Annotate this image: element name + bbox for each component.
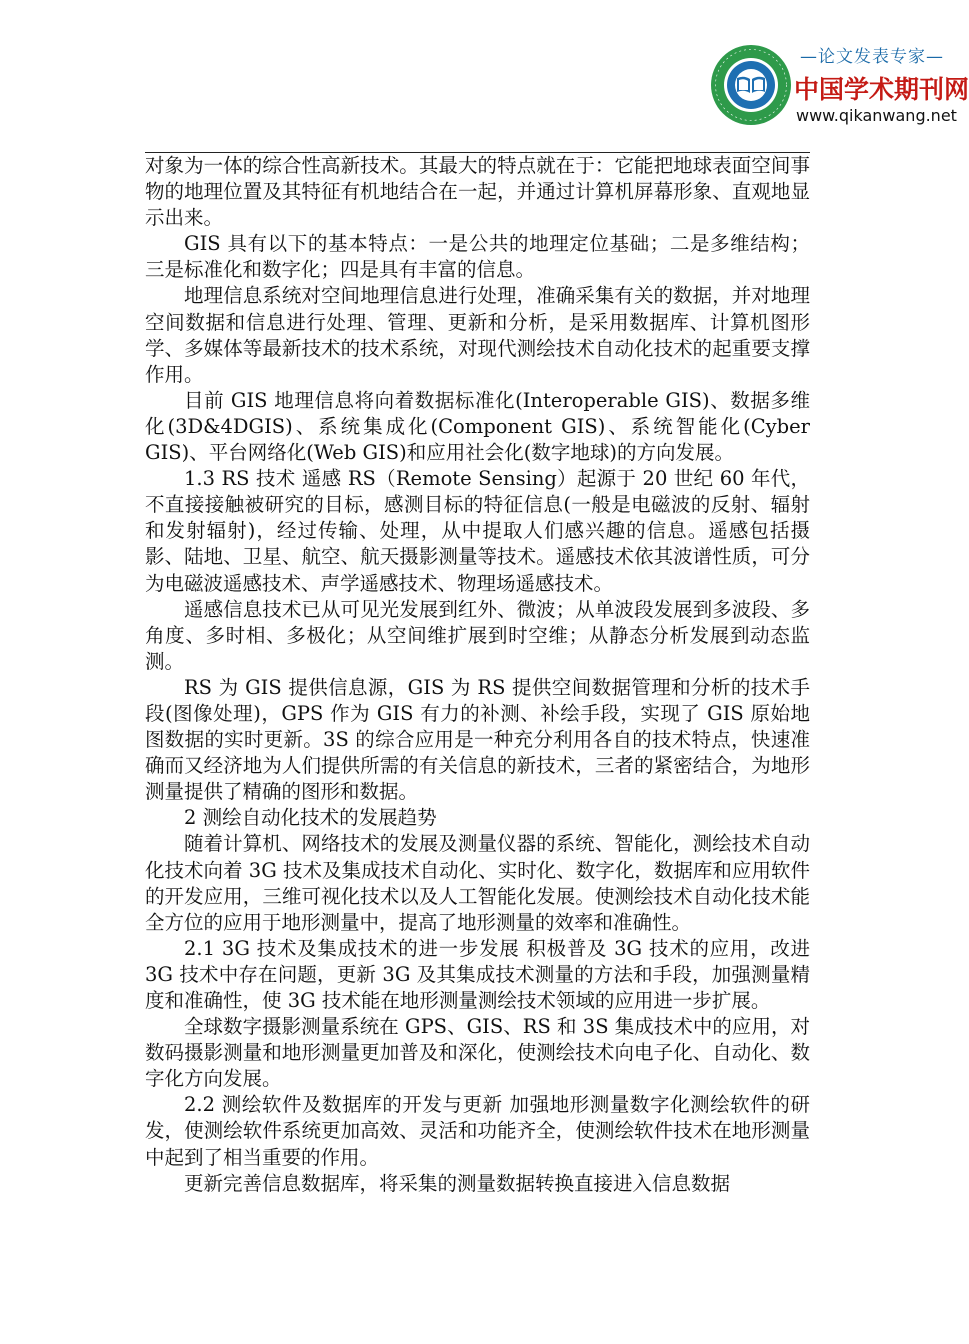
paragraph: 更新完善信息数据库，将采集的测量数据转换直接进入信息数据	[184, 1171, 731, 1195]
paragraph: 对象为一体的综合性高新技术。其最大的特点就在于：它能把地球表面空间事物的地理位置及其特征有机地结合在一起，并通过计算机屏幕形象、直观地显示出来。	[145, 154, 810, 230]
logo-tagline: —论文发表专家—	[800, 47, 944, 67]
paragraph: 地理信息系统对空间地理信息进行处理，准确采集有关的数据，并对地理空间数据和信息进行处理、管理、更新和分析，是采用数据库、计算机图形学、多媒体等最新技术的技术系统，对现代测绘技术自动化技术的起重要支撑作用。	[145, 284, 810, 386]
paragraph: GIS 具有以下的基本特点：一是公共的地理定位基础；二是多维结构；三是标准化和数字化；四是具有丰富的信息。	[145, 232, 810, 282]
journal-logo	[710, 40, 969, 150]
section-heading-paragraph: 2.1 3G 技术及集成技术的进一步发展 积极普及 3G 技术的应用，改进 3G 技术中存在问题，更新 3G 及其集成技术测量的方法和手段，加强测量精度和准确性，使 3G 技术能在地形测量测绘技术领域的应用进一步扩展。	[145, 936, 810, 1012]
section-heading-paragraph: 1.3 RS 技术 遥感 RS（Remote Sensing）起源于 20 世纪 60 年代，不直接接触被研究的目标，感测目标的特征信息(一般是电磁波的反射、辐射和发射辐射)，经过传输、处理，从中提取人们感兴趣的信息。遥感包括摄影、陆地、卫星、航空、航天摄影测量等技术。遥感技术依其波谱性质，可分为电磁波遥感技术、声学遥感技术、物理场遥感技术。	[145, 467, 810, 595]
paragraph: 目前 GIS 地理信息将向着数据标准化(Interoperable GIS)、数据多维化(3D&4DGIS)、系统集成化(Component GIS)、系统智能化(Cyber GIS)、平台网络化(Web GIS)和应用社会化(数字地球)的方向发展。	[145, 388, 810, 465]
logo-name: 中国学术期刊网	[794, 75, 969, 104]
section-heading: 2 测绘自动化技术的发展趋势	[184, 806, 437, 830]
section-heading-paragraph: 2.2 测绘软件及数据库的开发与更新 加强地形测量数字化测绘软件的研发，使测绘软件系统更加高效、灵活和功能齐全，使测绘软件技术在地形测量中起到了相当重要的作用。	[145, 1093, 810, 1169]
logo-url: www.qikanwang.net	[796, 106, 957, 125]
article-body	[145, 153, 810, 1197]
seal-logo-icon	[710, 44, 792, 126]
paragraph: 全球数字摄影测量系统在 GPS、GIS、RS 和 3S 集成技术中的应用，对数码摄影测量和地形测量更加普及和深化，使测绘技术向电子化、自动化、数字化方向发展。	[145, 1015, 810, 1091]
paragraph: RS 为 GIS 提供信息源，GIS 为 RS 提供空间数据管理和分析的技术手段(图像处理)，GPS 作为 GIS 有力的补测、补绘手段，实现了 GIS 原始地图数据的实时更新。3S 的综合应用是一种充分利用各自的技术特点，快速准确而又经济地为人们提供所需的有关信息的新技术，三者的紧密结合，为地形测量提供了精确的图形和数据。	[145, 675, 810, 804]
paragraph: 遥感信息技术已从可见光发展到红外、微波；从单波段发展到多波段、多角度、多时相、多极化；从空间维扩展到时空维；从静态分析发展到动态监测。	[145, 597, 810, 673]
paragraph: 随着计算机、网络技术的发展及测量仪器的系统、智能化，测绘技术自动化技术向着 3G 技术及集成技术自动化、实时化、数字化，数据库和应用软件的开发应用，三维可视化技术以及人工智能化发展。使测绘技术自动化技术能全方位的应用于地形测量中，提高了地形测量的效率和准确性。	[145, 832, 810, 934]
